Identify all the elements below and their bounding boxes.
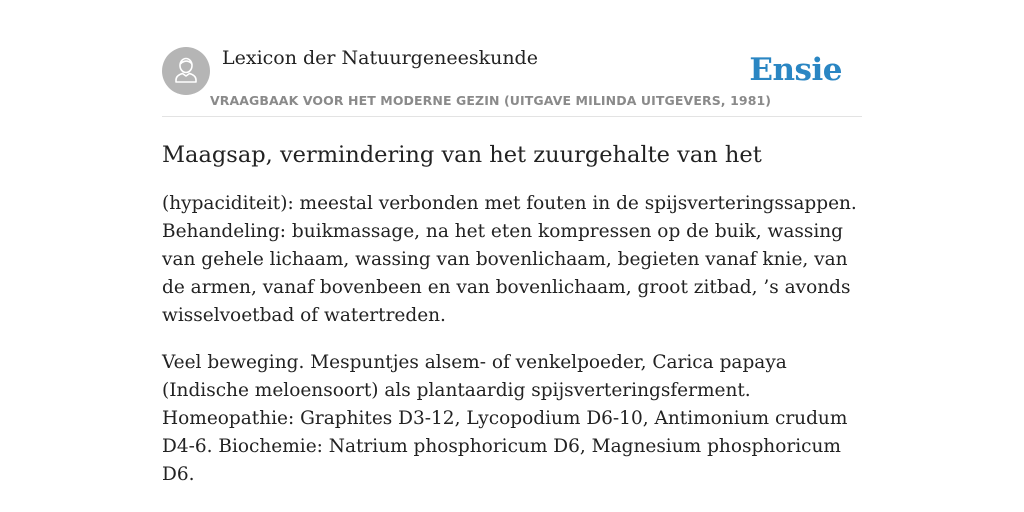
entry-paragraph-1: (hypaciditeit): meestal verbonden met fouten in de spijsverteringssappen. Behandeling: buikmassage, na het eten kompressen op de buik, wassing van gehele lichaam, wassing van bovenlichaam, begieten vanaf knie, van de armen, vanaf bovenbeen en van bovenlichaam, groot zitbad, ’s avonds wisselvoetbad of watertreden.	[162, 193, 857, 326]
user-silhouette-icon	[162, 47, 210, 95]
dictionary-title-link[interactable]: Lexicon der Natuurgeneeskunde	[222, 47, 538, 69]
dictionary-subtitle: VRAAGBAAK VOOR HET MODERNE GEZIN (UITGAVE MILINDA UITGEVERS, 1981)	[210, 93, 772, 108]
dictionary-header	[162, 46, 862, 117]
ensie-logo-link[interactable]: Ensie	[749, 52, 842, 88]
entry-paragraph-2: Veel beweging. Mespuntjes alsem- of venkelpoeder, Carica papaya (Indische meloensoort) als plantaardig spijsverteringsferment. Homeopathie: Graphites D3-12, Lycopodium D6-10, Antimonium crudum D4-6. Biochemie: Natrium phosphoricum D6, Magnesium phosphoricum D6.	[162, 352, 848, 485]
dictionary-avatar[interactable]	[162, 47, 210, 95]
entry-title: Maagsap, vermindering van het zuurgehalte van het	[162, 142, 762, 168]
entry-content	[162, 138, 862, 508]
